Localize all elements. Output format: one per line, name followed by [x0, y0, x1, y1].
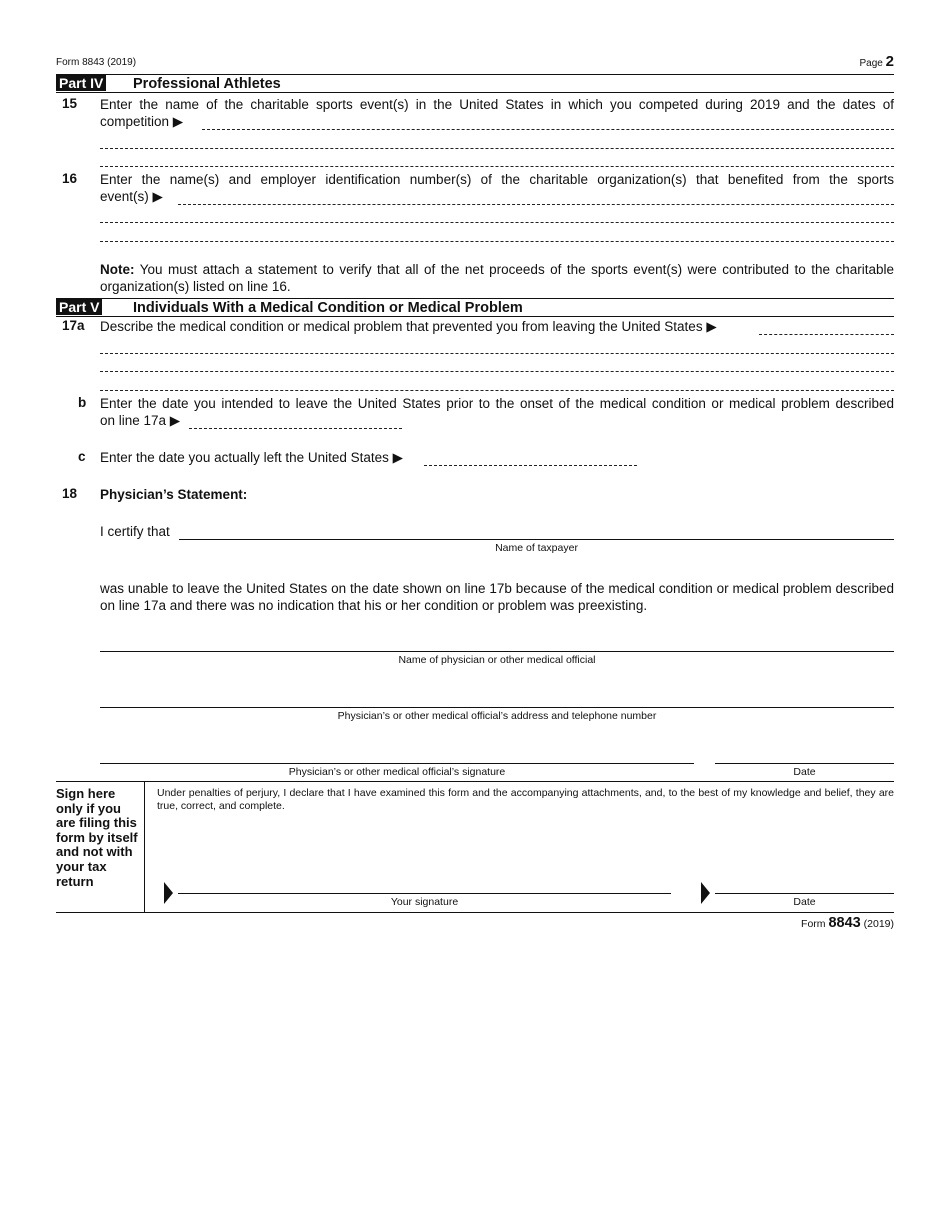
line18-number: 18 [62, 486, 78, 501]
physician-signature-caption: Physician’s or other medical official’s signature [288, 766, 506, 778]
footer-form-word: Form [801, 918, 826, 930]
line17c-text: Enter the date you actually left the United States ▶ [100, 450, 404, 465]
line17c-date-line[interactable] [424, 465, 637, 466]
page-number: 2 [885, 53, 894, 70]
certify-text: I certify that [100, 524, 170, 539]
sign-date-caption: Date [793, 896, 816, 908]
line17b-text: Enter the date you intended to leave the United States prior to the onset of the medical condition or medical problem described [100, 396, 894, 411]
physician-signature-line[interactable] [100, 763, 694, 764]
page-label: Page [859, 58, 883, 69]
part4-title: Professional Athletes [133, 76, 281, 92]
line15-input[interactable] [204, 112, 894, 128]
line16-entry-line-2[interactable] [100, 222, 894, 223]
footer-year: (2019) [863, 918, 894, 930]
header-rule [56, 74, 894, 75]
part5-title: Individuals With a Medical Condition or Medical Problem [133, 300, 523, 316]
line17b-letter: b [78, 395, 87, 410]
line18-title: Physician’s Statement: [100, 487, 248, 502]
sign-here-label: Sign here only if you are filing this form by itself and not with your tax return [56, 786, 138, 889]
line17b-text-cont: on line 17a ▶ [100, 413, 181, 428]
line17a-entry-line-4[interactable] [100, 390, 894, 391]
line16-entry-line-1[interactable] [178, 204, 894, 205]
line15-text: Enter the name of the charitable sports event(s) in the United States in which you competed during 2019 and the dates of [100, 97, 894, 112]
part5-label: Part V [56, 299, 102, 315]
note-text: You must attach a statement to verify that all of the net proceeds of the sports event(s) were contributed to the charitable organization(s) listed on line 16. [100, 262, 894, 294]
part4-label: Part IV [56, 75, 106, 91]
sign-date-line[interactable] [715, 893, 894, 894]
date-arrow-icon [701, 882, 710, 904]
line17c-letter: c [78, 449, 86, 464]
part4-rule [56, 92, 894, 93]
part4-note [100, 261, 894, 295]
physician-name-line[interactable] [100, 651, 894, 652]
line17a-entry-line-2[interactable] [100, 353, 894, 354]
line15-entry-line-1[interactable] [202, 129, 894, 130]
taxpayer-name-line[interactable] [179, 539, 894, 540]
page-indicator [860, 53, 894, 70]
line15-number: 15 [62, 96, 78, 111]
line17c-date-input[interactable] [425, 448, 637, 464]
form-header-label: Form 8843 (2019) [56, 57, 137, 68]
sign-section-bottom-rule [56, 912, 894, 913]
line17a-entry-line-3[interactable] [100, 371, 894, 372]
line16-text-cont: event(s) ▶ [100, 189, 163, 204]
form-footer [801, 915, 894, 931]
line17a-input[interactable] [760, 317, 894, 333]
line17b-date-line[interactable] [189, 428, 402, 429]
line17a-text: Describe the medical condition or medical problem that prevented you from leaving the United States ▶ [100, 319, 717, 334]
perjury-declaration: Under penalties of perjury, I declare that I have examined this form and the accompanying attachments, and, to the best of my knowledge and belief, they are true, correct, and complete. [157, 787, 894, 812]
physician-date-caption: Date [793, 766, 816, 778]
note-label: Note: [100, 262, 135, 277]
physician-name-caption: Name of physician or other medical official [398, 654, 596, 666]
line15-entry-line-3[interactable] [100, 166, 894, 167]
physician-address-caption: Physician’s or other medical official’s address and telephone number [337, 710, 657, 722]
physician-date-line[interactable] [715, 763, 894, 764]
line15-text-cont: competition ▶ [100, 114, 184, 129]
line15-entry-line-2[interactable] [100, 148, 894, 149]
line16-input[interactable] [180, 187, 894, 203]
taxpayer-name-input[interactable] [180, 521, 894, 537]
footer-form-number: 8843 [828, 915, 861, 931]
physician-date-input[interactable] [715, 745, 894, 761]
taxpayer-caption: Name of taxpayer [495, 542, 578, 554]
line16-number: 16 [62, 171, 78, 186]
sign-section-divider [144, 781, 145, 912]
line16-entry-line-3[interactable] [100, 241, 894, 242]
sign-section-top-rule [56, 781, 894, 782]
your-signature-line[interactable] [178, 893, 671, 894]
physician-statement-text: was unable to leave the United States on the date shown on line 17b because of the medical condition or medical problem described on line 17a and there was no indication that his or her condition or problem was preexisting. [100, 581, 894, 613]
line17a-number: 17a [62, 318, 85, 333]
line16-text: Enter the name(s) and employer identification number(s) of the charitable organization(s) that benefited from the sports [100, 172, 894, 187]
signature-arrow-icon [164, 882, 173, 904]
your-signature-caption: Your signature [390, 896, 459, 908]
physician-address-input[interactable] [100, 689, 894, 705]
sign-date-input[interactable] [715, 875, 894, 891]
part5-top-rule [56, 298, 894, 299]
line17b-date-input[interactable] [190, 411, 402, 427]
line17a-entry-line-1[interactable] [759, 334, 894, 335]
physician-address-line[interactable] [100, 707, 894, 708]
physician-name-input[interactable] [100, 633, 894, 649]
